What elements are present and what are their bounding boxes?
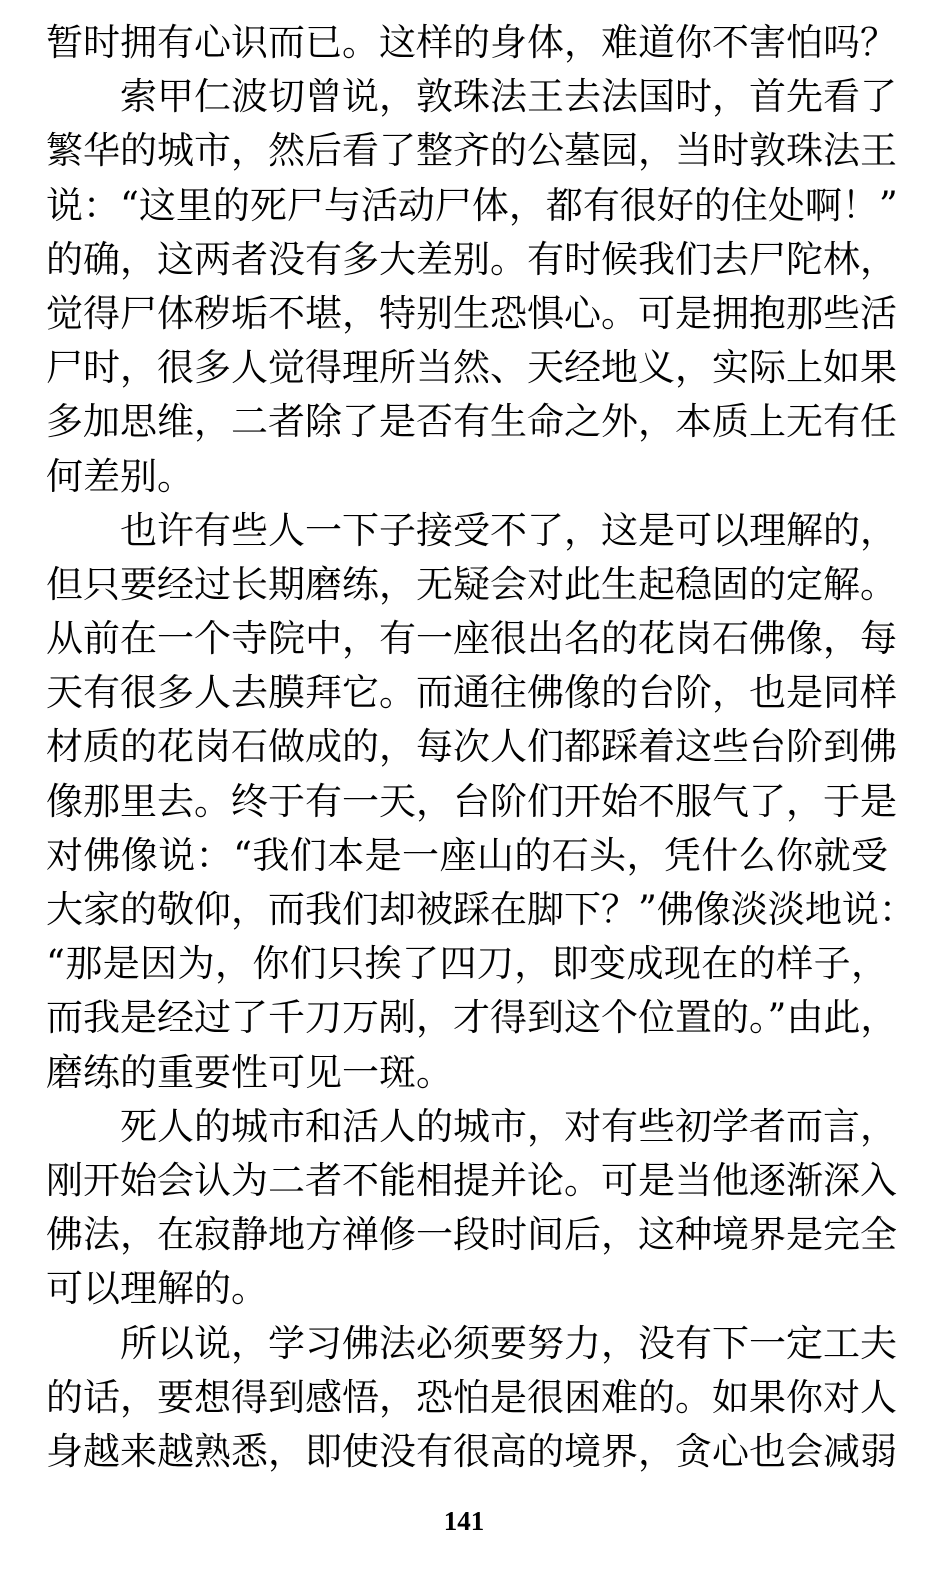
- text-line: 而我是经过了千刀万剐，才得到这个位置的。”由此，: [46, 996, 898, 1040]
- text-line: 死人的城市和活人的城市，对有些初学者而言，: [46, 1104, 897, 1148]
- text-line: 像那里去。终于有一天，台阶们开始不服气了，于是: [46, 779, 897, 823]
- text-line: 觉得尸体秽垢不堪，特别生恐惧心。可是拥抱那些活: [46, 291, 897, 335]
- text-line: 所以说，学习佛法必须要努力，没有下一定工夫: [46, 1321, 897, 1365]
- text-line: 尸时，很多人觉得理所当然、天经地义，实际上如果: [46, 346, 897, 390]
- text-line: 的话，要想得到感悟，恐怕是很困难的。如果你对人: [46, 1375, 897, 1419]
- paragraph: [46, 1100, 897, 1317]
- book-page-body: [46, 16, 916, 1479]
- paragraph: [46, 504, 916, 1100]
- text-line: 暂时拥有心识而已。这样的身体，难道你不害怕吗？: [46, 21, 897, 64]
- paragraph: [46, 70, 898, 504]
- text-line: “那是因为，你们只挨了四刀，即变成现在的样子，: [46, 942, 888, 986]
- text-line: 佛法，在寂静地方禅修一段时间后，这种境界是完全: [46, 1213, 897, 1257]
- text-line: 也许有些人一下子接受不了，这是可以理解的，: [46, 508, 897, 552]
- page-number: 141: [443, 1506, 485, 1536]
- text-line: 大家的敬仰，而我们却被踩在脚下？”佛像淡淡地说：: [46, 888, 916, 931]
- text-line: 繁华的城市，然后看了整齐的公墓园，当时敦珠法王: [46, 129, 897, 173]
- text-line: 对佛像说：“我们本是一座山的石头，凭什么你就受: [46, 833, 888, 877]
- text-line: 多加思维，二者除了是否有生命之外，本质上无有任: [46, 400, 897, 444]
- text-line: 天有很多人去膜拜它。而通往佛像的台阶，也是同样: [46, 671, 897, 715]
- text-line: 的确，这两者没有多大差别。有时候我们去尸陀林，: [46, 237, 897, 281]
- text-line: 磨练的重要性可见一斑。: [46, 1050, 453, 1094]
- text-line: 说：“这里的死尸与活动尸体，都有很好的住处啊！”: [46, 183, 898, 227]
- text-line: 从前在一个寺院中，有一座很出名的花岗石佛像，每: [46, 617, 897, 661]
- text-line: 何差别。: [46, 454, 194, 498]
- text-line: 但只要经过长期磨练，无疑会对此生起稳固的定解。: [46, 562, 897, 606]
- text-line: 索甲仁波切曾说，敦珠法王去法国时，首先看了: [46, 75, 897, 119]
- text-line: 身越来越熟悉，即使没有很高的境界，贪心也会减弱: [46, 1429, 897, 1473]
- text-line: 刚开始会认为二者不能相提并论。可是当他逐渐深入: [46, 1158, 897, 1202]
- text-line: 材质的花岗石做成的，每次人们都踩着这些台阶到佛: [46, 725, 897, 769]
- text-line: 可以理解的。: [46, 1267, 268, 1311]
- paragraph: [46, 16, 897, 70]
- paragraph: [46, 1317, 897, 1480]
